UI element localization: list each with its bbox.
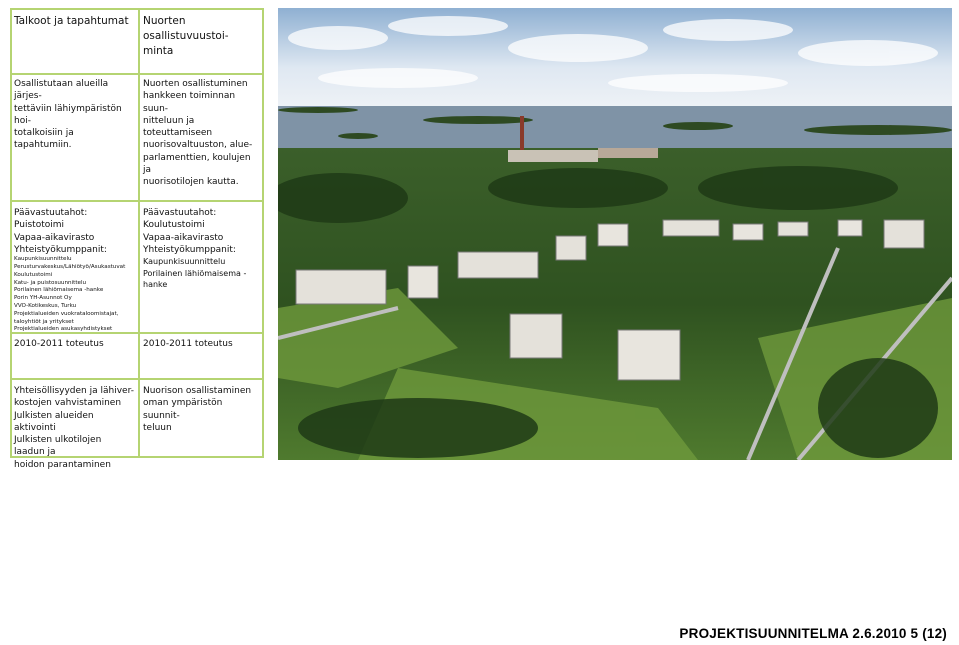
schedule-text: 2010-2011 toteutus <box>14 339 104 349</box>
text-line: Julkisten alueiden aktivointi <box>14 410 94 433</box>
text-line: tettäviin lähiympäristön hoi- <box>14 103 122 126</box>
row-divider <box>12 378 262 380</box>
goals-left <box>14 385 134 471</box>
responsible-heading: Päävastuutahot: <box>143 208 217 218</box>
header-left <box>14 14 134 29</box>
aerial-photo <box>278 8 952 460</box>
partners-heading: Yhteistyökumppanit: <box>143 244 236 255</box>
partners-heading: Yhteistyökumppanit: <box>14 244 107 255</box>
footer-page-number: PROJEKTISUUNNITELMA 2.6.2010 5 (12) <box>679 626 947 641</box>
partner-item: Katu- ja puistosuunnittelu <box>14 279 87 286</box>
partner-item: Perusturvakeskus/Lähiötyö/Asukastuvat <box>14 263 126 270</box>
partner-item: VVO-Kotikeskus, Turku <box>14 302 77 309</box>
text-line: nuorisotilojen kautta. <box>143 177 239 188</box>
plan-table <box>10 8 264 470</box>
text-line: hankkeen toiminnan suun- <box>143 91 236 114</box>
text-line: kostojen vahvistaminen <box>14 398 122 409</box>
header-right <box>143 14 261 59</box>
header-left-text: Talkoot ja tapahtumat <box>14 15 129 27</box>
partner-item: Kaupunkisuunnittelu <box>143 257 226 267</box>
text-line: Nuorten osallistuminen <box>143 79 248 89</box>
header-right-line: minta <box>143 45 174 57</box>
column-divider <box>138 10 140 456</box>
partner-item: Porilainen lähiömaisema -hanke <box>143 268 247 290</box>
partner-item: Porin YH-Asunnot Oy <box>14 295 72 302</box>
responsible-right <box>143 207 261 291</box>
partner-item: Porilainen lähiömaisema -hanke <box>14 287 104 294</box>
text-line: Vapaa-aikavirasto <box>143 232 224 243</box>
text-line: nuorisovaltuuston, alue- <box>143 140 253 151</box>
text-line: oman ympäristön suunnit- <box>143 398 223 421</box>
header-right-line: Nuorten osallistuvuustoi- <box>143 15 229 42</box>
partner-item: taloyhtiöt ja yritykset <box>14 318 74 325</box>
text-line: Osallistutaan alueilla järjes- <box>14 79 109 102</box>
goals-right <box>143 385 261 434</box>
partner-item: Projektialueiden asukasyhdistykset <box>14 326 113 333</box>
row-divider <box>12 200 262 202</box>
schedule-right <box>143 338 261 350</box>
text-line: nitteluun ja toteuttamiseen <box>143 115 213 139</box>
schedule-text: 2010-2011 toteutus <box>143 339 233 349</box>
aerial-photo-illustration <box>278 8 952 460</box>
text-line: Vapaa-aikavirasto <box>14 232 95 243</box>
description-right <box>143 78 261 189</box>
responsible-heading: Päävastuutahot: <box>14 208 88 218</box>
partner-item: Projektialueiden vuokrataloomistajat, <box>14 310 119 317</box>
responsible-left <box>14 207 134 334</box>
row-divider <box>12 73 262 75</box>
text-line: teluun <box>143 422 172 433</box>
description-left <box>14 78 134 152</box>
text-line: Puistotoimi <box>14 220 65 231</box>
partner-item: Koulutustoimi <box>14 271 53 278</box>
partner-item: Kaupunkisuunnittelu <box>14 256 72 263</box>
text-line: Julkisten ulkotilojen laadun ja <box>14 435 102 458</box>
text-line: parlamenttien, koulujen ja <box>143 152 251 176</box>
text-line: totalkoisiin ja tapahtumiin. <box>14 128 74 151</box>
text-line: Nuorison osallistaminen <box>143 386 252 396</box>
text-line: hoidon parantaminen <box>14 459 111 470</box>
schedule-left <box>14 338 134 350</box>
partners-list <box>14 256 134 334</box>
text-line: Yhteisöllisyyden ja lähiver- <box>14 386 134 396</box>
partners-list <box>143 256 261 291</box>
text-line: Koulutustoimi <box>143 220 205 231</box>
